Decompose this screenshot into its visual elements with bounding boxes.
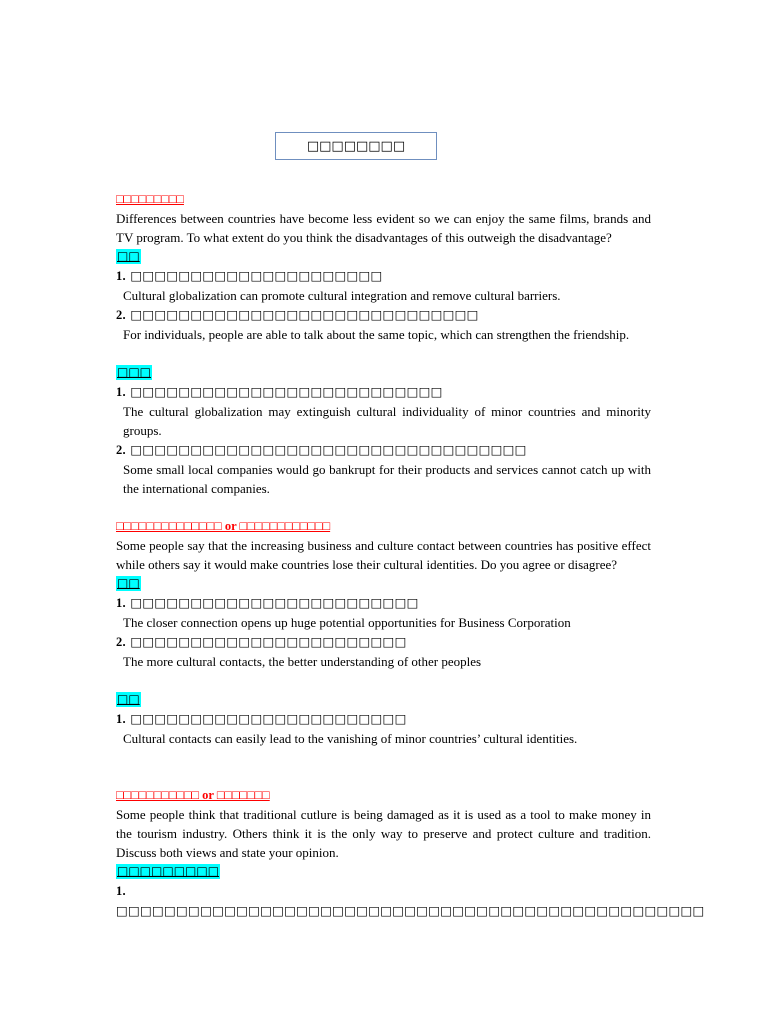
section-title: □□□□□□□□□□□□□□ or □□□□□□□□□□□□ — [116, 519, 331, 533]
document-title: □□□□□□□□ — [306, 138, 406, 154]
point-heading: 1. □□□□□□□□□□□□□□□□□□□□□□□□□□ — [116, 384, 443, 399]
point-detail: Some small local companies would go bankrupt for their products and services cannot catch up with the international companies. — [123, 462, 651, 496]
essay-question: Some people think that traditional cutlure is being damaged as it is used as a tool to make money in the tourism industry. Others think it is the only way to preserve and protect culture and tradition. Discuss both views and state your opinion. — [116, 807, 651, 860]
point-detail: The cultural globalization may extinguish cultural individuality of minor countries and minority groups. — [123, 404, 651, 438]
point-detail: Cultural globalization can promote cultural integration and remove cultural barriers. — [123, 288, 561, 303]
point-heading: 1. □□□□□□□□□□□□□□□□□□□□□□□ — [116, 711, 407, 726]
essay-question: Some people say that the increasing business and culture contact between countries has positive effect while others say it would make countries lose their cultural identities. Do you agree or disagree? — [116, 538, 651, 572]
point-heading: 2. □□□□□□□□□□□□□□□□□□□□□□□ — [116, 634, 407, 649]
point-detail: Cultural contacts can easily lead to the vanishing of minor countries’ cultural identities. — [123, 731, 578, 746]
point-heading: 1. □□□□□□□□□□□□□□□□□□□□□□□□□□□□□□□□□□□□□□□□□□□□□□□□□ — [116, 884, 705, 918]
group-tag: □□ — [117, 692, 140, 706]
group-tag: □□ — [117, 249, 140, 263]
point-detail: For individuals, people are able to talk about the same topic, which can strengthen the friendship. — [123, 327, 630, 342]
point-heading: 2. □□□□□□□□□□□□□□□□□□□□□□□□□□□□□ — [116, 307, 479, 322]
group-tag: □□ — [117, 576, 140, 590]
group-tag: □□□ — [117, 365, 152, 379]
section-1 — [116, 190, 651, 498]
point-heading: 1. □□□□□□□□□□□□□□□□□□□□□ — [116, 268, 383, 283]
section-title: □□□□□□□□□ — [116, 192, 184, 206]
section-2 — [116, 517, 651, 748]
essay-question: Differences between countries have become less evident so we can enjoy the same films, brands and TV program. To what extent do you think the disadvantages of this outweigh the disadvantage? — [116, 211, 651, 245]
document-content — [116, 190, 705, 920]
point-detail: The more cultural contacts, the better understanding of other peoples — [123, 654, 482, 669]
section-title: □□□□□□□□□□□ or □□□□□□□ — [116, 788, 270, 802]
section-3 — [116, 786, 705, 920]
point-heading: 1. □□□□□□□□□□□□□□□□□□□□□□□□ — [116, 595, 419, 610]
group-tag: □□□□□□□□□ — [117, 864, 220, 878]
document-title-box — [275, 132, 437, 160]
point-detail: The closer connection opens up huge potential opportunities for Business Corporation — [123, 615, 571, 630]
point-heading: 2. □□□□□□□□□□□□□□□□□□□□□□□□□□□□□□□□□ — [116, 442, 527, 457]
